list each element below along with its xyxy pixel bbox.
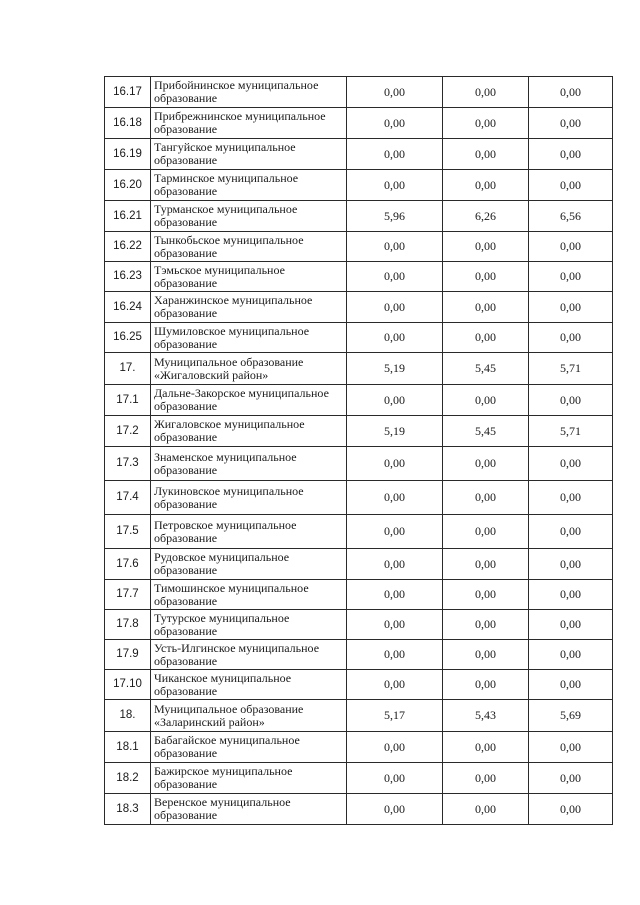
row-number: 18.2 [105, 763, 151, 794]
value-2: 0,00 [443, 580, 529, 610]
row-number: 17.5 [105, 515, 151, 549]
value-2: 0,00 [443, 447, 529, 481]
value-2: 5,45 [443, 416, 529, 447]
value-3: 0,00 [529, 170, 613, 201]
value-2: 5,45 [443, 353, 529, 385]
row-number: 18.1 [105, 732, 151, 763]
value-2: 0,00 [443, 232, 529, 262]
value-1: 0,00 [347, 763, 443, 794]
value-1: 0,00 [347, 447, 443, 481]
row-number: 17.3 [105, 447, 151, 481]
value-1: 0,00 [347, 108, 443, 139]
row-number: 17.8 [105, 610, 151, 640]
row-number: 17.7 [105, 580, 151, 610]
table-row [105, 108, 613, 139]
row-number: 17.10 [105, 670, 151, 700]
value-3: 0,00 [529, 385, 613, 416]
row-name: Знаменское муниципальное образование [151, 447, 347, 481]
table-row [105, 670, 613, 700]
table-row [105, 549, 613, 580]
row-name: Дальне-Закорское муниципальное образование [151, 385, 347, 416]
table-row [105, 353, 613, 385]
value-1: 5,17 [347, 700, 443, 732]
value-3: 0,00 [529, 139, 613, 170]
value-2: 0,00 [443, 610, 529, 640]
value-3: 0,00 [529, 763, 613, 794]
row-number: 18.3 [105, 794, 151, 825]
table-row [105, 763, 613, 794]
row-name: Шумиловское муниципальное образование [151, 323, 347, 353]
value-3: 0,00 [529, 549, 613, 580]
value-3: 0,00 [529, 481, 613, 515]
value-3: 5,71 [529, 416, 613, 447]
value-1: 0,00 [347, 515, 443, 549]
value-3: 0,00 [529, 610, 613, 640]
row-name: Турманское муниципальное образование [151, 201, 347, 232]
row-number: 16.21 [105, 201, 151, 232]
value-1: 5,19 [347, 416, 443, 447]
row-name: Бажирское муниципальное образование [151, 763, 347, 794]
row-name: Веренское муниципальное образование [151, 794, 347, 825]
value-2: 0,00 [443, 139, 529, 170]
row-name: Харанжинское муниципальное образование [151, 292, 347, 323]
row-number: 17.6 [105, 549, 151, 580]
row-number: 16.18 [105, 108, 151, 139]
row-name: Муниципальное образование «Жигаловский район» [151, 353, 347, 385]
row-number: 18. [105, 700, 151, 732]
value-1: 0,00 [347, 732, 443, 763]
value-1: 0,00 [347, 139, 443, 170]
value-2: 0,00 [443, 732, 529, 763]
value-2: 0,00 [443, 385, 529, 416]
value-1: 0,00 [347, 794, 443, 825]
value-3: 5,69 [529, 700, 613, 732]
value-1: 0,00 [347, 170, 443, 201]
value-2: 0,00 [443, 670, 529, 700]
row-number: 16.25 [105, 323, 151, 353]
table-row [105, 640, 613, 670]
value-2: 0,00 [443, 640, 529, 670]
value-3: 0,00 [529, 262, 613, 292]
value-1: 0,00 [347, 323, 443, 353]
value-3: 0,00 [529, 670, 613, 700]
value-2: 0,00 [443, 77, 529, 108]
row-name: Бабагайское муниципальное образование [151, 732, 347, 763]
value-2: 0,00 [443, 292, 529, 323]
row-name: Тимошинское муниципальное образование [151, 580, 347, 610]
value-1: 0,00 [347, 292, 443, 323]
table-row [105, 416, 613, 447]
value-3: 0,00 [529, 292, 613, 323]
value-2: 6,26 [443, 201, 529, 232]
row-number: 17. [105, 353, 151, 385]
table-row [105, 385, 613, 416]
row-name: Чиканское муниципальное образование [151, 670, 347, 700]
table-row [105, 700, 613, 732]
row-name: Тарминское муниципальное образование [151, 170, 347, 201]
row-number: 16.20 [105, 170, 151, 201]
row-number: 17.1 [105, 385, 151, 416]
table-row [105, 794, 613, 825]
row-name: Лукиновское муниципальное образование [151, 481, 347, 515]
value-1: 0,00 [347, 670, 443, 700]
value-1: 0,00 [347, 481, 443, 515]
value-3: 0,00 [529, 580, 613, 610]
row-name: Петровское муниципальное образование [151, 515, 347, 549]
value-3: 0,00 [529, 447, 613, 481]
row-name: Тэмьское муниципальное образование [151, 262, 347, 292]
table-row [105, 170, 613, 201]
value-2: 0,00 [443, 481, 529, 515]
value-1: 5,19 [347, 353, 443, 385]
value-1: 0,00 [347, 385, 443, 416]
value-3: 0,00 [529, 77, 613, 108]
table-body [105, 77, 613, 825]
row-number: 16.22 [105, 232, 151, 262]
value-2: 0,00 [443, 323, 529, 353]
budget-table [104, 76, 613, 825]
value-3: 0,00 [529, 794, 613, 825]
row-name: Усть-Илгинское муниципальное образование [151, 640, 347, 670]
row-number: 16.19 [105, 139, 151, 170]
row-name: Рудовское муниципальное образование [151, 549, 347, 580]
value-3: 0,00 [529, 640, 613, 670]
row-number: 17.2 [105, 416, 151, 447]
value-3: 0,00 [529, 108, 613, 139]
row-number: 17.4 [105, 481, 151, 515]
row-name: Прибрежнинское муниципальное образование [151, 108, 347, 139]
value-2: 0,00 [443, 108, 529, 139]
table-row [105, 323, 613, 353]
value-3: 0,00 [529, 515, 613, 549]
table-row [105, 610, 613, 640]
value-3: 0,00 [529, 732, 613, 763]
value-3: 0,00 [529, 232, 613, 262]
table-row [105, 201, 613, 232]
value-1: 0,00 [347, 232, 443, 262]
value-2: 0,00 [443, 549, 529, 580]
value-2: 0,00 [443, 170, 529, 201]
value-1: 0,00 [347, 549, 443, 580]
value-3: 0,00 [529, 323, 613, 353]
row-number: 16.23 [105, 262, 151, 292]
table-row [105, 139, 613, 170]
table-row [105, 481, 613, 515]
row-name: Жигаловское муниципальное образование [151, 416, 347, 447]
row-name: Тынкобьское муниципальное образование [151, 232, 347, 262]
table-row [105, 262, 613, 292]
table-row [105, 447, 613, 481]
table-row [105, 292, 613, 323]
value-1: 0,00 [347, 640, 443, 670]
value-3: 6,56 [529, 201, 613, 232]
value-2: 0,00 [443, 794, 529, 825]
row-number: 16.17 [105, 77, 151, 108]
row-name: Прибойнинское муниципальное образование [151, 77, 347, 108]
value-2: 0,00 [443, 262, 529, 292]
value-1: 0,00 [347, 77, 443, 108]
table-row [105, 515, 613, 549]
value-2: 5,43 [443, 700, 529, 732]
row-number: 17.9 [105, 640, 151, 670]
row-number: 16.24 [105, 292, 151, 323]
table-row [105, 732, 613, 763]
table-row [105, 77, 613, 108]
value-1: 0,00 [347, 580, 443, 610]
value-2: 0,00 [443, 515, 529, 549]
row-name: Тутурское муниципальное образование [151, 610, 347, 640]
row-name: Муниципальное образование «Заларинский район» [151, 700, 347, 732]
table-row [105, 580, 613, 610]
value-1: 5,96 [347, 201, 443, 232]
value-1: 0,00 [347, 610, 443, 640]
value-2: 0,00 [443, 763, 529, 794]
value-1: 0,00 [347, 262, 443, 292]
table-row [105, 232, 613, 262]
row-name: Тангуйское муниципальное образование [151, 139, 347, 170]
value-3: 5,71 [529, 353, 613, 385]
